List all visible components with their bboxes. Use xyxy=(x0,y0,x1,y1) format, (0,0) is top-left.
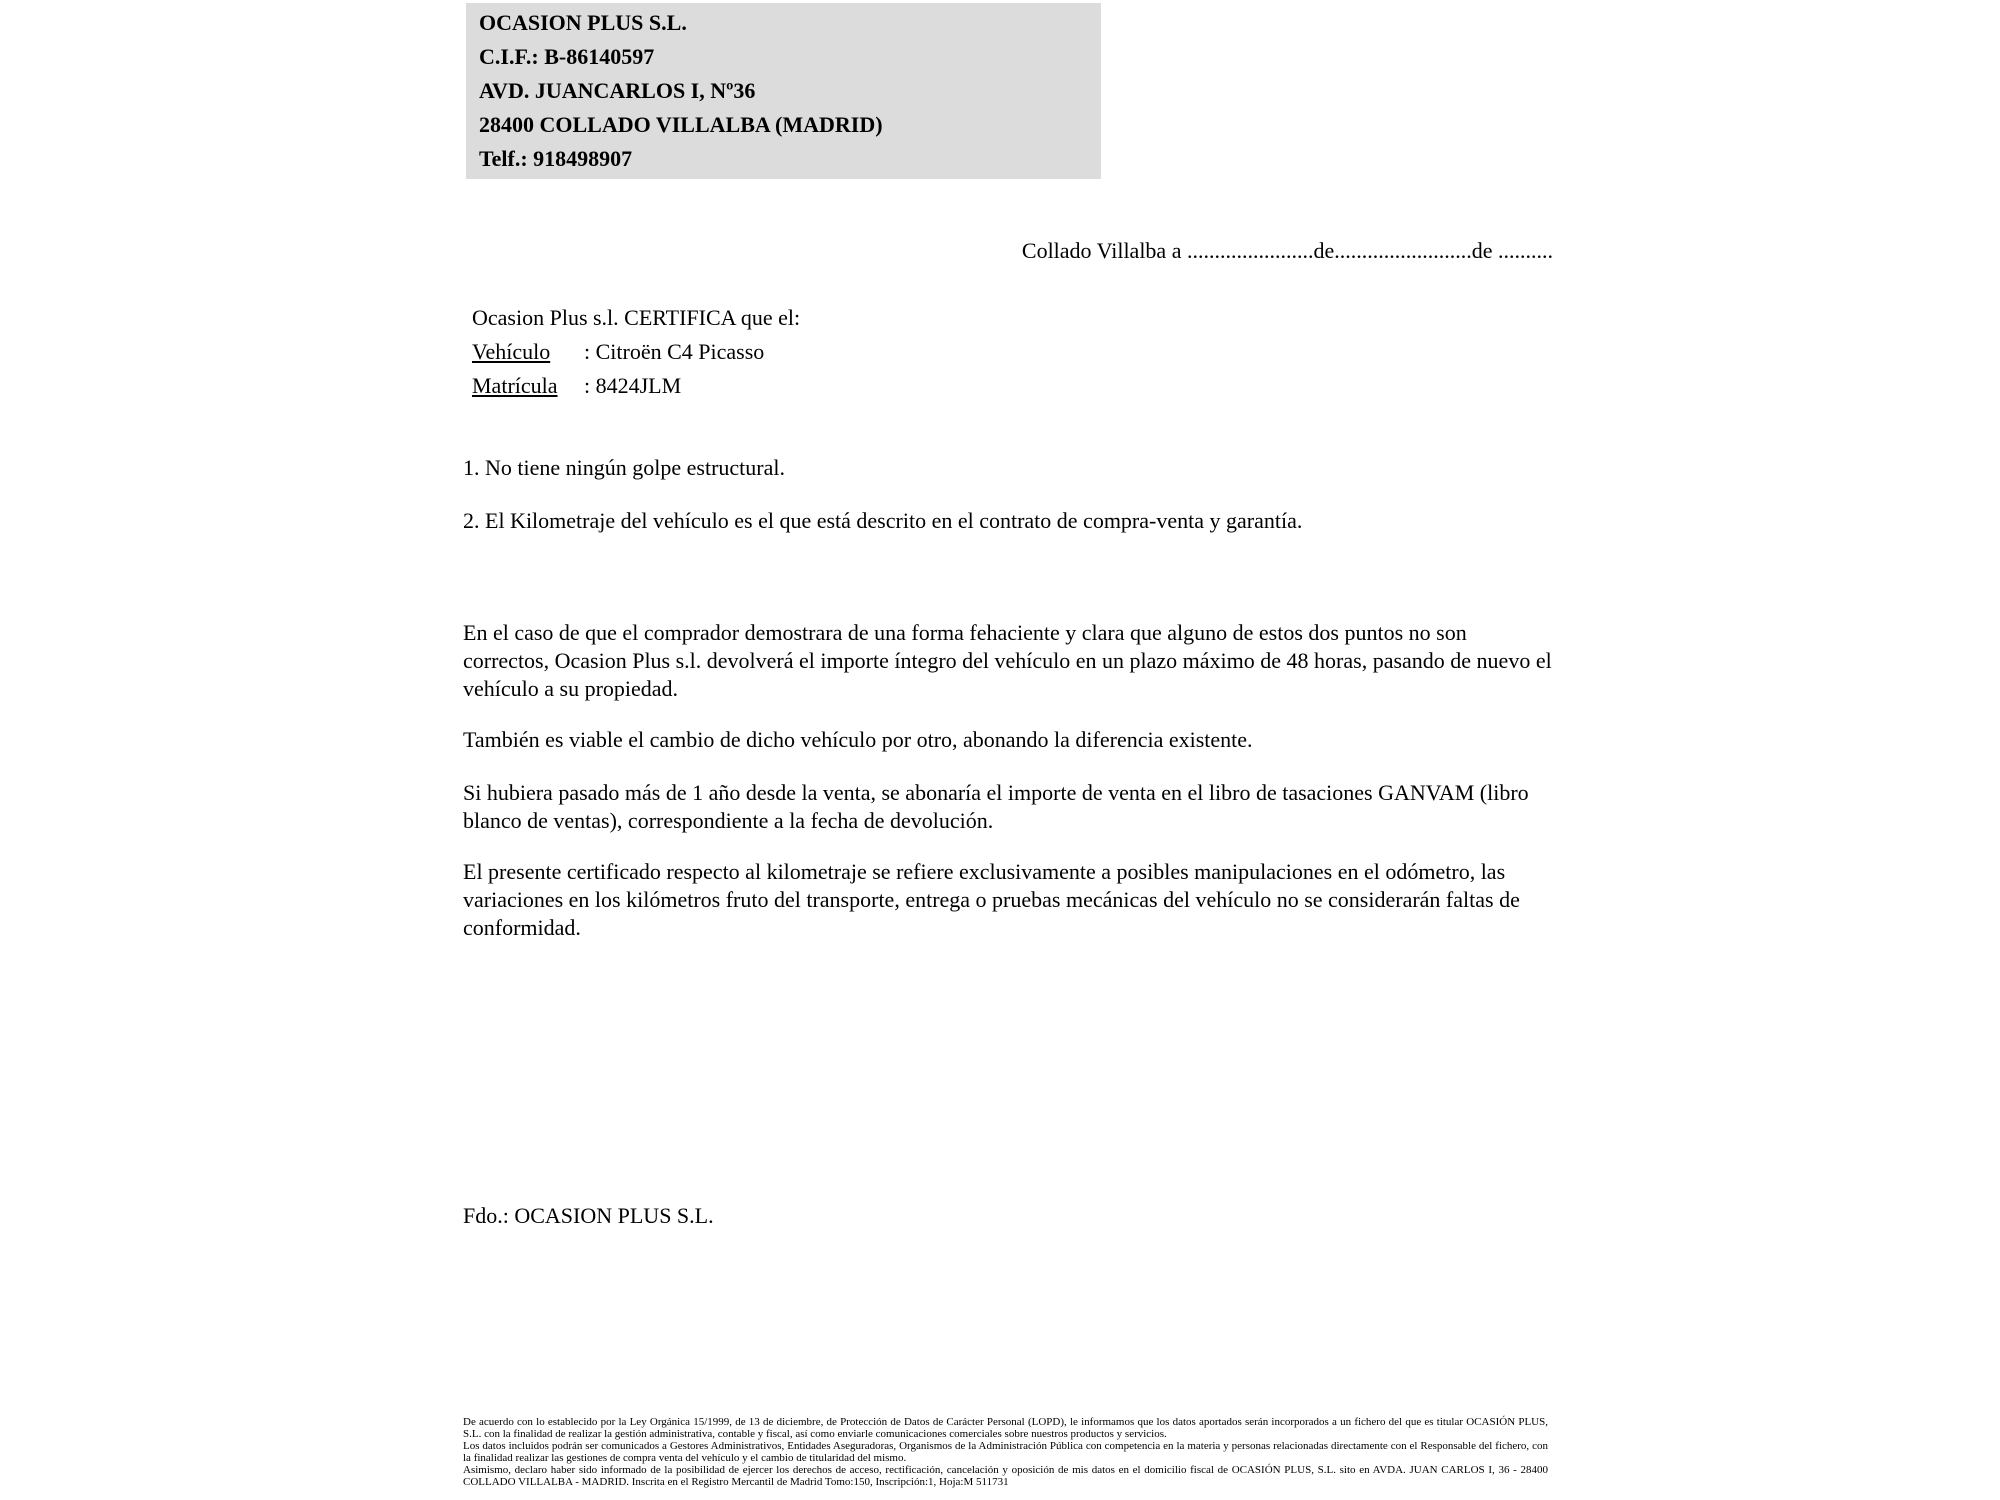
legal-paragraph-lopd: De acuerdo con lo establecido por la Ley Orgánica 15/1999, de 13 de diciembre, de Protección de Datos de Carácter Personal (LOPD), le informamos que los datos aportados serán incorporados a un fichero del que es titular OCASIÓN PLUS, S.L. con la finalidad de realizar la gestión administrativa, contable y fiscal, así como enviarle comunicaciones comerciales sobre nuestros productos y servicios. xyxy=(463,1416,1548,1440)
legal-footer xyxy=(463,1416,1548,1488)
vehicle-value: : Citroën C4 Picasso xyxy=(584,339,765,364)
plate-field xyxy=(472,369,800,403)
company-name: OCASION PLUS S.L. xyxy=(479,10,687,35)
certification-block xyxy=(472,301,800,403)
company-phone: Telf.: 918498907 xyxy=(479,146,633,171)
certification-intro: Ocasion Plus s.l. CERTIFICA que el: xyxy=(472,305,801,330)
plate-label: Matrícula xyxy=(472,373,558,398)
vehicle-field xyxy=(472,335,800,369)
company-city: 28400 COLLADO VILLALBA (MADRID) xyxy=(479,112,883,137)
company-address: AVD. JUANCARLOS I, Nº36 xyxy=(479,78,756,103)
paragraph-ganvam: Si hubiera pasado más de 1 año desde la venta, se abonaría el importe de venta en el libro de tasaciones GANVAM (libro blanco de ventas), correspondiente a la fecha de devolución. xyxy=(463,780,1529,833)
date-line: Collado Villalba a .......................de.........................de .......... xyxy=(1021,238,1553,263)
legal-paragraph-rights: Asimismo, declaro haber sido informado de la posibilidad de ejercer los derechos de acceso, rectificación, cancelación y oposición de mis datos en el domicilio fiscal de OCASIÓN PLUS, S.L. sito en AVDA. JUAN CARLOS I, 36 - 28400 COLLADO VILLALBA - MADRID. Inscrita en el Registro Mercantil de Madrid Tomo:150, Inscripción:1, Hoja:M 511731 xyxy=(463,1464,1548,1488)
company-cif: C.I.F.: B-86140597 xyxy=(479,44,655,69)
paragraph-odometer: El presente certificado respecto al kilometraje se refiere exclusivamente a posibles manipulaciones en el odómetro, las variaciones en los kilómetros fruto del transporte, entrega o pruebas mecánicas del vehículo no se considerarán faltas de conformidad. xyxy=(463,859,1520,940)
point-1-structural: 1. No tiene ningún golpe estructural. xyxy=(463,455,785,480)
signature-line: Fdo.: OCASION PLUS S.L. xyxy=(463,1203,714,1228)
paragraph-exchange: También es viable el cambio de dicho vehículo por otro, abonando la diferencia existente. xyxy=(463,727,1253,752)
point-2-mileage: 2. El Kilometraje del vehículo es el que está descrito en el contrato de compra-venta y garantía. xyxy=(463,508,1303,533)
vehicle-label: Vehículo xyxy=(472,339,551,364)
legal-paragraph-data-sharing: Los datos incluidos podrán ser comunicados a Gestores Administrativos, Entidades Aseguradoras, Organismos de la Administración Pública con competencia en la materia y personas relacionadas directamente con el Responsable del fichero, con la finalidad realizar las gestiones de compra venta del vehículo y el cambio de titularidad del mismo. xyxy=(463,1440,1548,1464)
company-header-box xyxy=(466,3,1101,179)
plate-value: : 8424JLM xyxy=(584,373,682,398)
paragraph-refund: En el caso de que el comprador demostrara de una forma fehaciente y clara que alguno de estos dos puntos no son correctos, Ocasion Plus s.l. devolverá el importe íntegro del vehículo en un plazo máximo de 48 horas, pasando de nuevo el vehículo a su propiedad. xyxy=(463,620,1552,701)
